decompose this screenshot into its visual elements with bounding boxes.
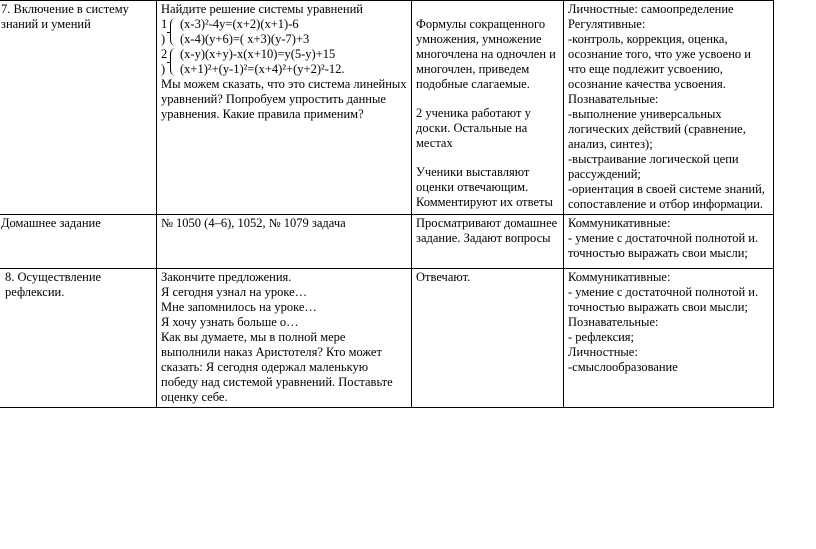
equation: (x-y)(x+y)-x(x+10)=y(5-y)+15 [180, 47, 336, 61]
reflection-text: Закончите предложения. [161, 270, 292, 284]
stage-label: Домашнее задание [1, 216, 101, 230]
students-text: Формулы сокращенного умножения, умножение многочлена на одночлен и многочлен, приведем подобные слагаемые. [416, 17, 556, 91]
uud-text: Коммуникативные: [568, 270, 671, 284]
stage-cell [0, 215, 157, 269]
reflection-text: Как вы думаете, мы в полной мере выполнили наказ Аристотеля? Кто может сказать: Я сегодня одержал маленькую победу над системой уравнений. Поставьте оценку себе. [161, 330, 393, 404]
left-brace-icon [170, 18, 177, 46]
uud-text: Личностные: самоопределение [568, 2, 734, 16]
stage-cell [0, 269, 157, 408]
uud-text: Познавательные: [568, 315, 659, 329]
uud-text: -смыслообразование [568, 360, 678, 374]
uud-text: - рефлексия; [568, 330, 635, 344]
table-row [0, 1, 774, 215]
students-text: Ученики выставляют оценки отвечающим. Комментируют их ответы [416, 165, 553, 209]
reflection-text: Мне запомнилось на уроке… [161, 300, 317, 314]
equation: (x-3)²-4y=(x+2)(x+1)-6 [180, 17, 299, 31]
equation: (x-4)(y+6)=( x+3)(y-7)+3 [180, 32, 310, 46]
uud-cell [564, 215, 774, 269]
students-cell [412, 215, 564, 269]
homework-text: № 1050 (4–6), 1052, № 1079 задача [161, 216, 346, 230]
reflection-text: Я сегодня узнал на уроке… [161, 285, 308, 299]
uud-cell [564, 269, 774, 408]
teacher-cell [157, 1, 412, 215]
uud-cell [564, 1, 774, 215]
teacher-cell [157, 215, 412, 269]
uud-text: Коммуникативные: [568, 216, 671, 230]
uud-text: Регулятивные: [568, 17, 646, 31]
stage-cell [0, 1, 157, 215]
uud-text: Личностные: [568, 345, 638, 359]
uud-text: -выполнение универсальных логических действий (сравнение, анализ, синтез); [568, 107, 746, 151]
stage-label: 7. Включение в систему знаний и умений [1, 2, 129, 31]
equation-system-1 [161, 17, 408, 47]
uud-text: Познавательные: [568, 92, 659, 106]
students-cell [412, 269, 564, 408]
task-title: Найдите решение системы уравнений [161, 2, 363, 16]
students-text: Просматривают домашнее задание. Задают вопросы [416, 216, 558, 245]
system-number: 2) [161, 47, 168, 76]
table-row [0, 215, 774, 269]
uud-text: -контроль, коррекция, оценка, осознание того, что уже усвоено и что еще подлежит усвоению, осознание качества усвоения. [568, 32, 751, 91]
students-text: 2 ученика работают у доски. Остальные на местах [416, 106, 531, 150]
stage-label: 8. Осуществление рефлексии. [5, 270, 102, 299]
equation-system-2 [161, 47, 408, 77]
teacher-cell [157, 269, 412, 408]
uud-text: -ориентация в своей системе знаний, сопоставление и отбор информации. [568, 182, 765, 211]
uud-text: - умение с достаточной полнотой и. точностью выражать свои мысли; [568, 231, 759, 260]
reflection-text: Я хочу узнать больше о… [161, 315, 299, 329]
table-row [0, 269, 774, 408]
task-note: Мы можем сказать, что это система линейных уравнений? Попробуем упростить данные уравнения. Какие правила применим? [161, 77, 407, 121]
equation: (x+1)²+(y-1)²=(x+4)²+(y+2)²-12. [180, 62, 345, 76]
left-brace-icon [170, 48, 177, 76]
students-text: Отвечают. [416, 270, 471, 284]
uud-text: -выстраивание логической цепи рассуждений; [568, 152, 739, 181]
system-number: 1) [161, 17, 168, 46]
students-cell [412, 1, 564, 215]
uud-text: - умение с достаточной полнотой и. точностью выражать свои мысли; [568, 285, 759, 314]
